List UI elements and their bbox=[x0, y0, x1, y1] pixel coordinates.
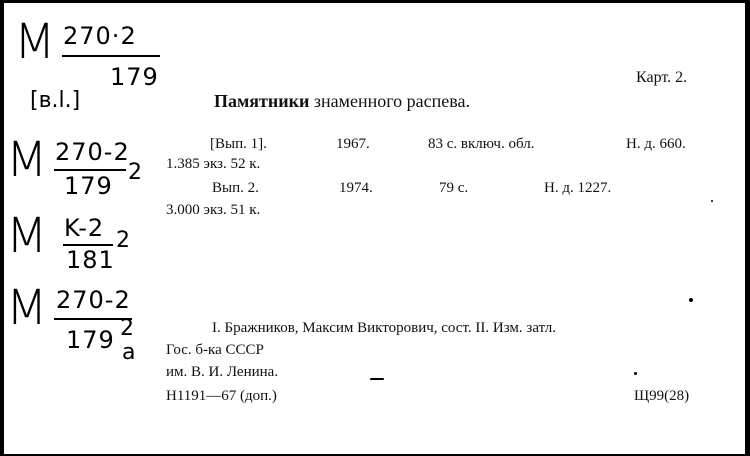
hw3-numerator: K-2 bbox=[64, 214, 105, 242]
hw1-denominator: 179 bbox=[110, 63, 159, 91]
scan-speck bbox=[634, 372, 637, 375]
row2-pages: 79 с. bbox=[439, 180, 469, 196]
hw2-fraction-line bbox=[54, 169, 126, 171]
scan-speck bbox=[370, 378, 384, 380]
scan-speck bbox=[711, 200, 713, 202]
hw4-letter: M bbox=[6, 280, 48, 336]
hw1-letter: M bbox=[14, 14, 56, 70]
scan-edge-top bbox=[0, 0, 750, 3]
footer-library: Гос. б-ка СССР bbox=[166, 342, 264, 358]
hw1-fraction-line bbox=[62, 55, 160, 57]
card-title-rest: знаменного распева. bbox=[309, 91, 470, 111]
row2-vyp: Вып. 2. bbox=[212, 180, 259, 196]
row1-year: 1967. bbox=[336, 136, 370, 152]
row1-price: Н. д. 660. bbox=[626, 136, 686, 152]
card-title bbox=[214, 92, 470, 110]
hw3-suffix: 2 bbox=[116, 228, 130, 253]
row1-vyp: [Вып. 1]. bbox=[210, 136, 267, 152]
hw2-denominator: 179 bbox=[64, 172, 113, 200]
row2-price: Н. д. 1227. bbox=[544, 180, 612, 196]
hw4-suffix-top: 2 bbox=[120, 316, 134, 341]
hw2-letter: M bbox=[6, 132, 48, 188]
scan-edge-left bbox=[0, 0, 4, 456]
hw4-denominator: 179 bbox=[66, 326, 115, 354]
footer-authors: I. Бражников, Максим Викторович, сост. II. Изм. затл. bbox=[212, 320, 557, 336]
footer-library-name: им. В. И. Ленина. bbox=[166, 364, 279, 380]
card-number: Карт. 2. bbox=[636, 69, 688, 86]
hw4-suffix-bottom: a bbox=[122, 340, 136, 365]
hw2-suffix: 2 bbox=[128, 160, 142, 185]
scan-edge-right bbox=[745, 0, 750, 456]
hw1-numerator: 270·2 bbox=[63, 22, 137, 50]
hw3-denominator: 181 bbox=[66, 246, 115, 274]
row2-year: 1974. bbox=[339, 180, 373, 196]
card-title-bold: Памятники bbox=[214, 91, 310, 111]
hw4-numerator: 270-2 bbox=[56, 286, 131, 314]
row1-pages: 83 с. включ. обл. bbox=[428, 136, 535, 152]
hw3-letter: M bbox=[6, 208, 48, 264]
hw2-numerator: 270-2 bbox=[55, 138, 130, 166]
footer-shelfmark: H1191—67 (доп.) bbox=[166, 388, 277, 404]
hw1-note: [в.l.] bbox=[30, 88, 81, 113]
row1-copies: 1.385 экз. 52 к. bbox=[166, 156, 261, 172]
footer-classmark: Щ99(28) bbox=[634, 388, 690, 404]
scan-speck bbox=[689, 298, 693, 302]
row2-copies: 3.000 экз. 51 к. bbox=[166, 202, 261, 218]
